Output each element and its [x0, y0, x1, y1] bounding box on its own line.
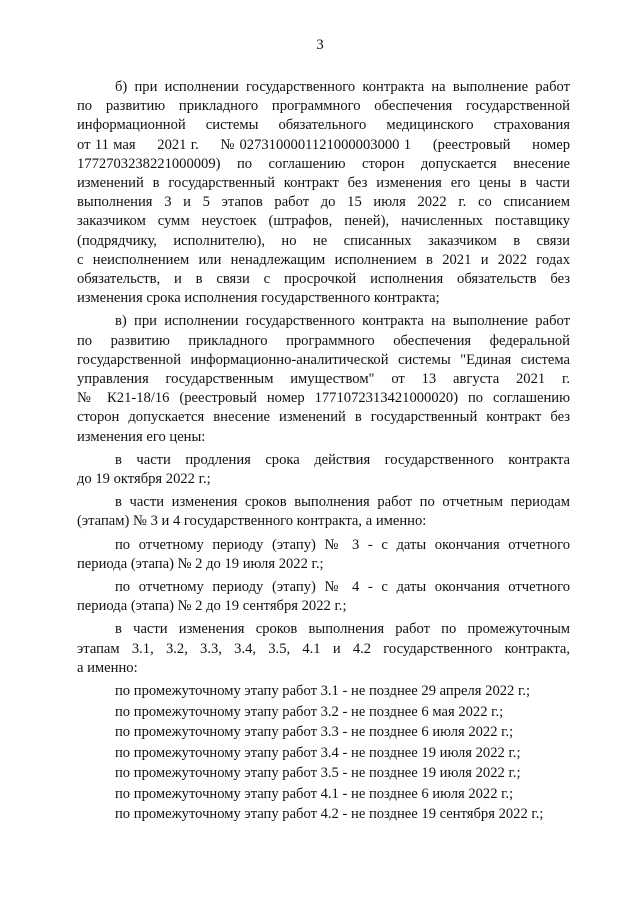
- paragraph-line: по развитию прикладного программного обеспечения федеральной: [77, 332, 570, 349]
- paragraph-line: по развитию прикладного программного обеспечения государственной: [77, 98, 570, 115]
- paragraph-line: 1772703238221000009) по соглашению сторон допускается внесение: [77, 155, 570, 172]
- list-item: по промежуточному этапу работ 4.1 - не позднее 6 июля 2022 г.;: [115, 785, 514, 802]
- paragraph-line: периода (этапа) № 2 до 19 сентября 2022 г.;: [77, 598, 347, 615]
- list-item: по промежуточному этапу работ 3.5 - не позднее 19 июля 2022 г.;: [115, 765, 521, 782]
- paragraph-line: от 11 мая 2021 г. № 0273100001121000003000 1 (реестровый номер: [77, 136, 570, 153]
- list-item: по промежуточному этапу работ 3.4 - не позднее 19 июля 2022 г.;: [115, 744, 521, 761]
- paragraph-line: изменения его цены:: [77, 428, 206, 445]
- paragraph-line: с неисполнением или ненадлежащим исполнением в 2021 и 2022 годах: [77, 251, 570, 268]
- page-number: 3: [316, 37, 324, 53]
- paragraph-line: этапам 3.1, 3.2, 3.3, 3.4, 3.5, 4.1 и 4.2 государственного контракта,: [77, 640, 570, 657]
- paragraph-line: обязательств, и в связи с просрочкой исполнения обязательств без: [77, 271, 570, 288]
- paragraph-line: в части изменения сроков выполнения работ по промежуточным: [115, 621, 570, 638]
- paragraph-reporting-periods: [77, 493, 570, 531]
- list-item: по промежуточному этапу работ 3.2 - не позднее 6 мая 2022 г.;: [115, 703, 504, 720]
- paragraph-term-extension: [77, 451, 570, 489]
- list-item: по промежуточному этапу работ 3.3 - не позднее 6 июля 2022 г.;: [115, 724, 514, 741]
- paragraph-line: информационной системы обязательного медицинского страхования: [77, 117, 570, 134]
- paragraph-line: в части продления срока действия государственного контракта: [115, 451, 570, 468]
- paragraph-b: [77, 78, 570, 308]
- paragraph-line: по отчетному периоду (этапу) № 4 - с даты окончания отчетного: [115, 579, 570, 596]
- paragraph-line: в части изменения сроков выполнения работ по отчетным периодам: [115, 494, 570, 511]
- stage-deadline-list: [77, 682, 570, 824]
- paragraph-intermediate-stages: [77, 620, 570, 678]
- paragraph-line: заказчиком сумм неустоек (штрафов, пеней), начисленных поставщику: [77, 213, 570, 230]
- paragraph-period-3: [77, 536, 570, 574]
- list-item: по промежуточному этапу работ 3.1 - не позднее 29 апреля 2022 г.;: [115, 683, 531, 700]
- paragraph-line: б) при исполнении государственного контракта на выполнение работ: [115, 79, 570, 95]
- document-body: [77, 78, 570, 826]
- paragraph-line: выполнения 3 и 5 этапов работ до 15 июля 2022 г. со списанием: [77, 194, 570, 211]
- paragraph-line: № К21-18/16 (реестровый номер 1771072313421000020) по соглашению: [77, 390, 570, 407]
- paragraph-line: а именно:: [77, 659, 138, 676]
- paragraph-line: в) при исполнении государственного контракта на выполнение работ: [115, 313, 570, 330]
- paragraph-line: государственной информационно-аналитической системы "Единая система: [77, 351, 570, 368]
- paragraph-line: до 19 октября 2022 г.;: [77, 471, 211, 488]
- list-item: по промежуточному этапу работ 4.2 - не позднее 19 сентября 2022 г.;: [115, 806, 544, 823]
- paragraph-v: [77, 312, 570, 446]
- paragraph-line: периода (этапа) № 2 до 19 июля 2022 г.;: [77, 555, 324, 572]
- paragraph-line: (подрядчику, исполнителю), но не списанных заказчиком в связи: [77, 232, 570, 249]
- paragraph-line: сторон допускается внесение изменений в государственный контракт без: [77, 409, 570, 426]
- paragraph-line: изменения срока исполнения государственного контракта;: [77, 290, 440, 307]
- paragraph-line: по отчетному периоду (этапу) № 3 - с даты окончания отчетного: [115, 536, 570, 553]
- paragraph-period-4: [77, 578, 570, 616]
- paragraph-line: (этапам) № 3 и 4 государственного контракта, а именно:: [77, 513, 427, 530]
- paragraph-line: изменений в государственный контракт без изменения его цены в части: [77, 175, 570, 192]
- paragraph-line: управления государственным имуществом" от 13 августа 2021 г.: [77, 371, 570, 388]
